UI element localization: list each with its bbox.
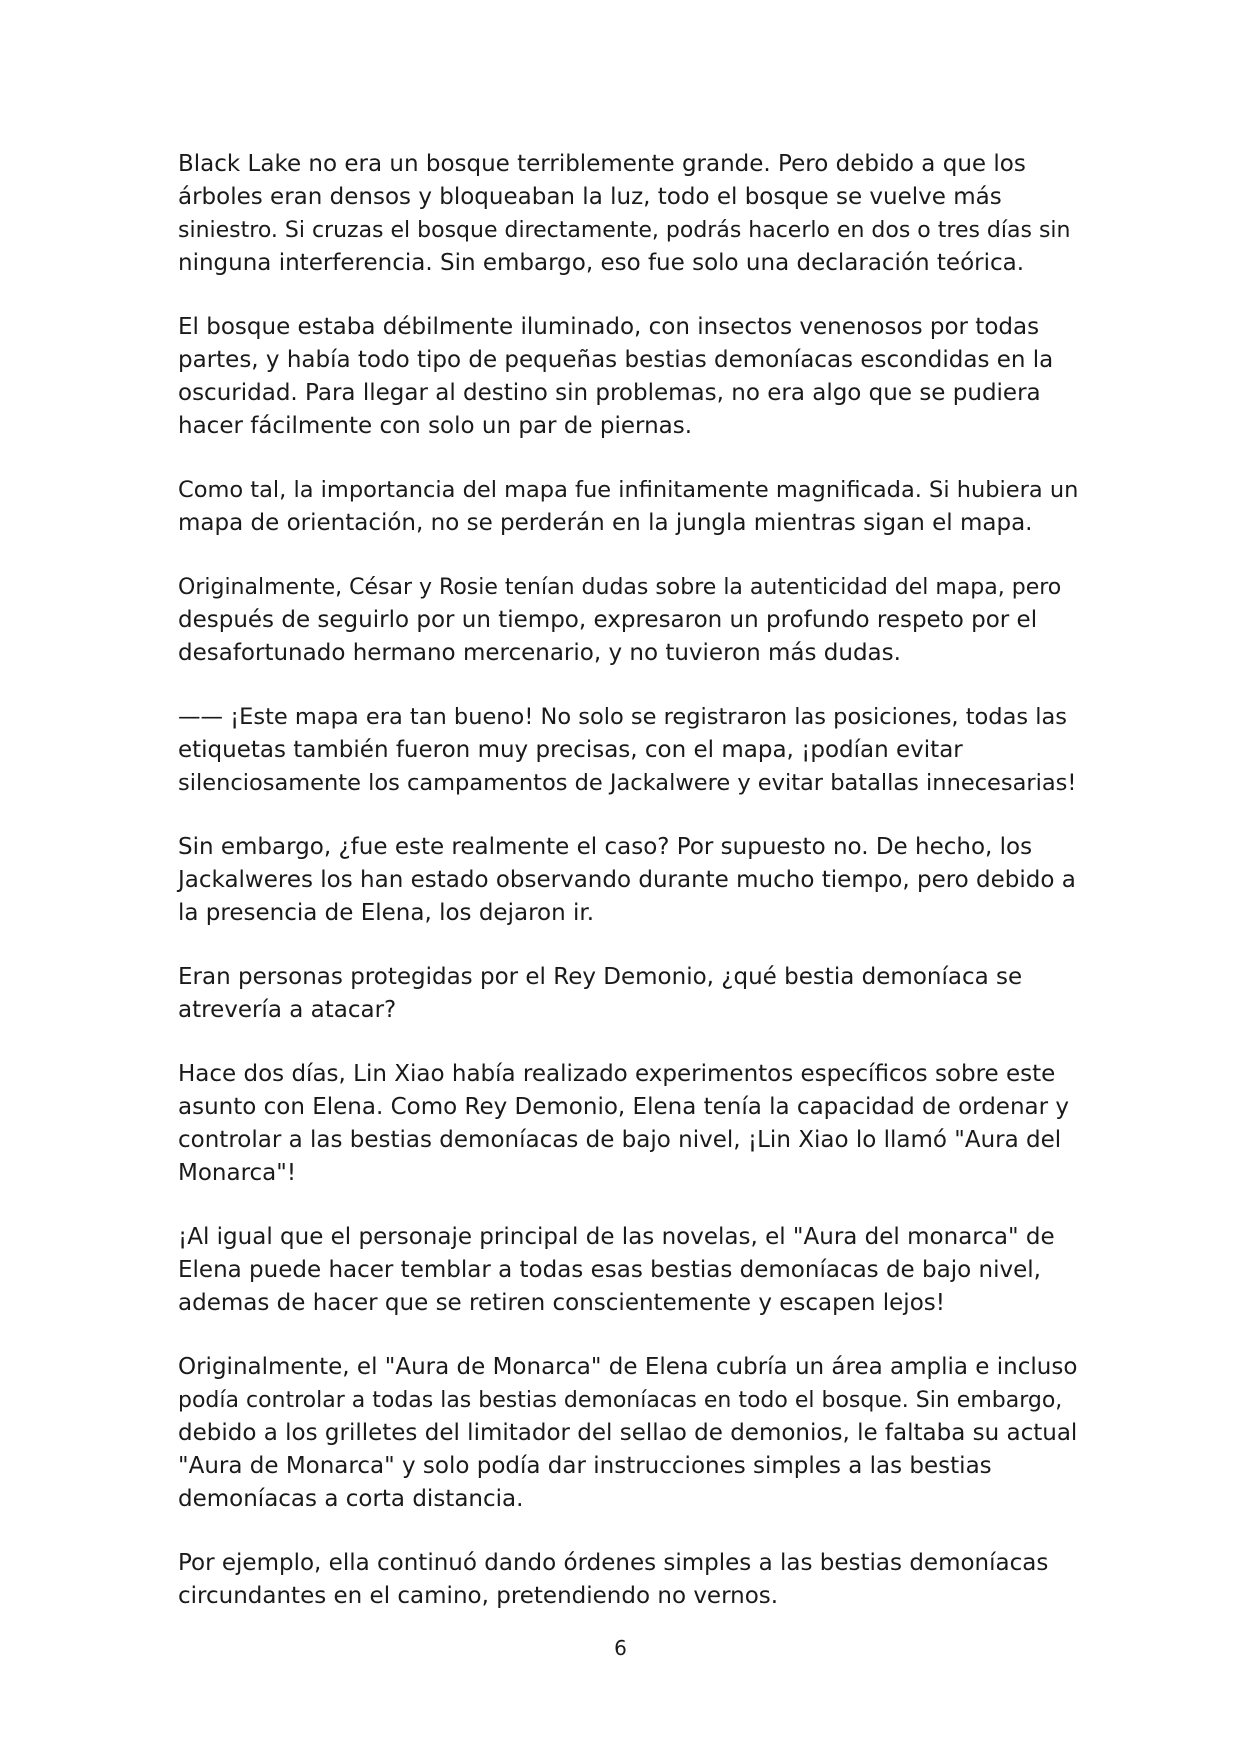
paragraph-4 — [178, 571, 1078, 670]
text-line: "Aura de Monarca" y solo podía dar instrucciones simples a las bestias — [178, 1453, 992, 1479]
text-line: ¡Al igual que el personaje principal de las novelas, el "Aura del monarca" de — [178, 1224, 1055, 1250]
text-line: la presencia de Elena, los dejaron ir. — [178, 900, 595, 926]
paragraph-10 — [178, 1351, 1078, 1516]
text-line: debido a los grilletes del limitador del sellao de demonios, le faltaba su actual — [178, 1420, 1078, 1446]
text-line: desafortunado hermano mercenario, y no tuvieron más dudas. — [178, 640, 901, 666]
text-line: atrevería a atacar? — [178, 997, 397, 1023]
text-line: circundantes en el camino, pretendiendo no vernos. — [178, 1583, 779, 1609]
text-line: Monarca"! — [178, 1160, 297, 1186]
paragraph-1 — [178, 148, 1078, 280]
text-line: oscuridad. Para llegar al destino sin problemas, no era algo que se pudiera — [178, 380, 1041, 406]
paragraph-3 — [178, 474, 1078, 540]
text-line: Hace dos días, Lin Xiao había realizado experimentos específicos sobre este — [178, 1061, 1056, 1087]
text-line: —— ¡Este mapa era tan bueno! No solo se registraron las posiciones, todas las — [178, 704, 1068, 730]
text-line: El bosque estaba débilmente iluminado, con insectos venenosos por todas — [178, 314, 1040, 340]
paragraph-7 — [178, 961, 1078, 1027]
text-line: demoníacas a corta distancia. — [178, 1486, 524, 1512]
text-line: Por ejemplo, ella continuó dando órdenes simples a las bestias demoníacas — [178, 1550, 1049, 1576]
text-line: Eran personas protegidas por el Rey Demonio, ¿qué bestia demoníaca se — [178, 964, 1023, 990]
text-line: Originalmente, el "Aura de Monarca" de Elena cubría un área amplia e incluso — [178, 1354, 1078, 1380]
text-line: asunto con Elena. Como Rey Demonio, Elena tenía la capacidad de ordenar y — [178, 1094, 1069, 1120]
text-line: Black Lake no era un bosque terriblemente grande. Pero debido a que los — [178, 151, 1026, 177]
paragraph-8 — [178, 1058, 1078, 1190]
text-line: Como tal, la importancia del mapa fue infinitamente magnificada. Si hubiera un — [178, 477, 1079, 503]
text-line: ademas de hacer que se retiren conscientemente y escapen lejos! — [178, 1290, 945, 1316]
text-line: Jackalweres los han estado observando durante mucho tiempo, pero debido a — [178, 867, 1076, 893]
text-line: podía controlar a todas las bestias demoníacas en todo el bosque. Sin embargo, — [178, 1388, 1063, 1413]
paragraph-6 — [178, 831, 1078, 930]
paragraph-2 — [178, 311, 1078, 443]
text-line: Sin embargo, ¿fue este realmente el caso? Por supuesto no. De hecho, los — [178, 834, 1033, 860]
page-number: 6 — [614, 1636, 627, 1660]
paragraph-11 — [178, 1547, 1078, 1613]
text-line: etiquetas también fueron muy precisas, con el mapa, ¡podían evitar — [178, 737, 963, 763]
text-line: controlar a las bestias demoníacas de bajo nivel, ¡Lin Xiao lo llamó "Aura del — [178, 1127, 1062, 1153]
text-line: mapa de orientación, no se perderán en la jungla mientras sigan el mapa. — [178, 510, 1033, 536]
text-line: árboles eran densos y bloqueaban la luz, todo el bosque se vuelve más — [178, 184, 1002, 210]
body-text — [178, 148, 1078, 1644]
text-line: siniestro. Si cruzas el bosque directamente, podrás hacerlo en dos o tres días sin — [178, 218, 1071, 243]
text-line: ninguna interferencia. Sin embargo, eso fue solo una declaración teórica. — [178, 250, 1025, 276]
paragraph-5 — [178, 701, 1078, 800]
text-line: hacer fácilmente con solo un par de piernas. — [178, 413, 693, 439]
text-line: Originalmente, César y Rosie tenían dudas sobre la autenticidad del mapa, pero — [178, 575, 1062, 600]
text-line: silenciosamente los campamentos de Jackalwere y evitar batallas innecesarias! — [178, 770, 1077, 796]
text-line: después de seguirlo por un tiempo, expresaron un profundo respeto por el — [178, 607, 1038, 633]
text-line: partes, y había todo tipo de pequeñas bestias demoníacas escondidas en la — [178, 347, 1054, 373]
text-line: Elena puede hacer temblar a todas esas bestias demoníacas de bajo nivel, — [178, 1257, 1041, 1283]
paragraph-9 — [178, 1221, 1078, 1320]
